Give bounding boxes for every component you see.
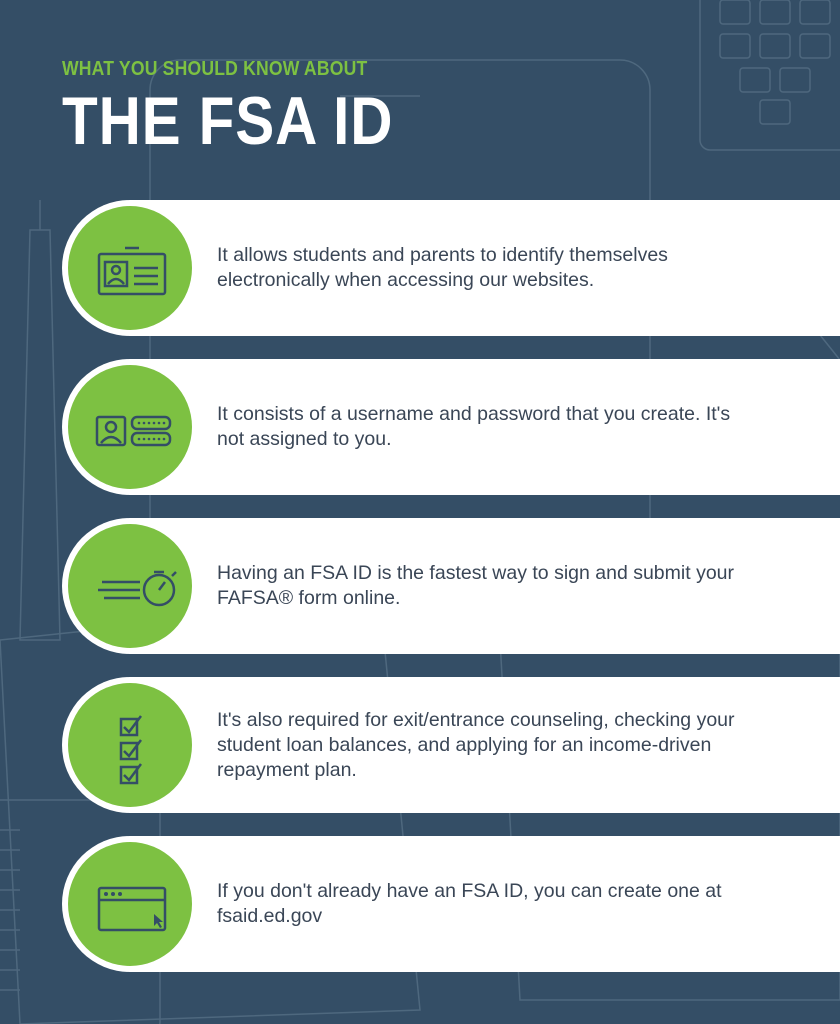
info-card-3	[62, 518, 840, 654]
page-title: THE FSA ID	[62, 83, 394, 159]
icon-circle	[68, 842, 192, 966]
info-card-4	[62, 677, 840, 813]
icon-circle	[68, 524, 192, 648]
header	[62, 58, 447, 159]
info-text: It consists of a username and password that you create. It's not assigned to you.	[217, 403, 731, 450]
icon-circle	[68, 365, 192, 489]
info-text: It's also required for exit/entrance counseling, checking your student loan balances, and applying for an income-driven repayment plan.	[217, 708, 735, 781]
browser-window-icon	[68, 842, 192, 966]
info-card-2	[62, 359, 840, 495]
info-text: Having an FSA ID is the fastest way to sign and submit your FAFSA® form online.	[217, 562, 734, 609]
info-card-1	[62, 200, 840, 336]
checklist-icon	[68, 683, 192, 807]
id-card-icon	[68, 206, 192, 330]
info-card-5	[62, 836, 840, 972]
icon-circle	[68, 683, 192, 807]
info-text: It allows students and parents to identify themselves electronically when accessing our websites.	[217, 244, 668, 291]
username-password-icon	[68, 365, 192, 489]
info-text: If you don't already have an FSA ID, you can create one at fsaid.ed.gov	[217, 880, 722, 927]
fast-timer-icon	[68, 524, 192, 648]
eyebrow-label: WHAT YOU SHOULD KNOW ABOUT	[62, 58, 368, 80]
icon-circle	[68, 206, 192, 330]
